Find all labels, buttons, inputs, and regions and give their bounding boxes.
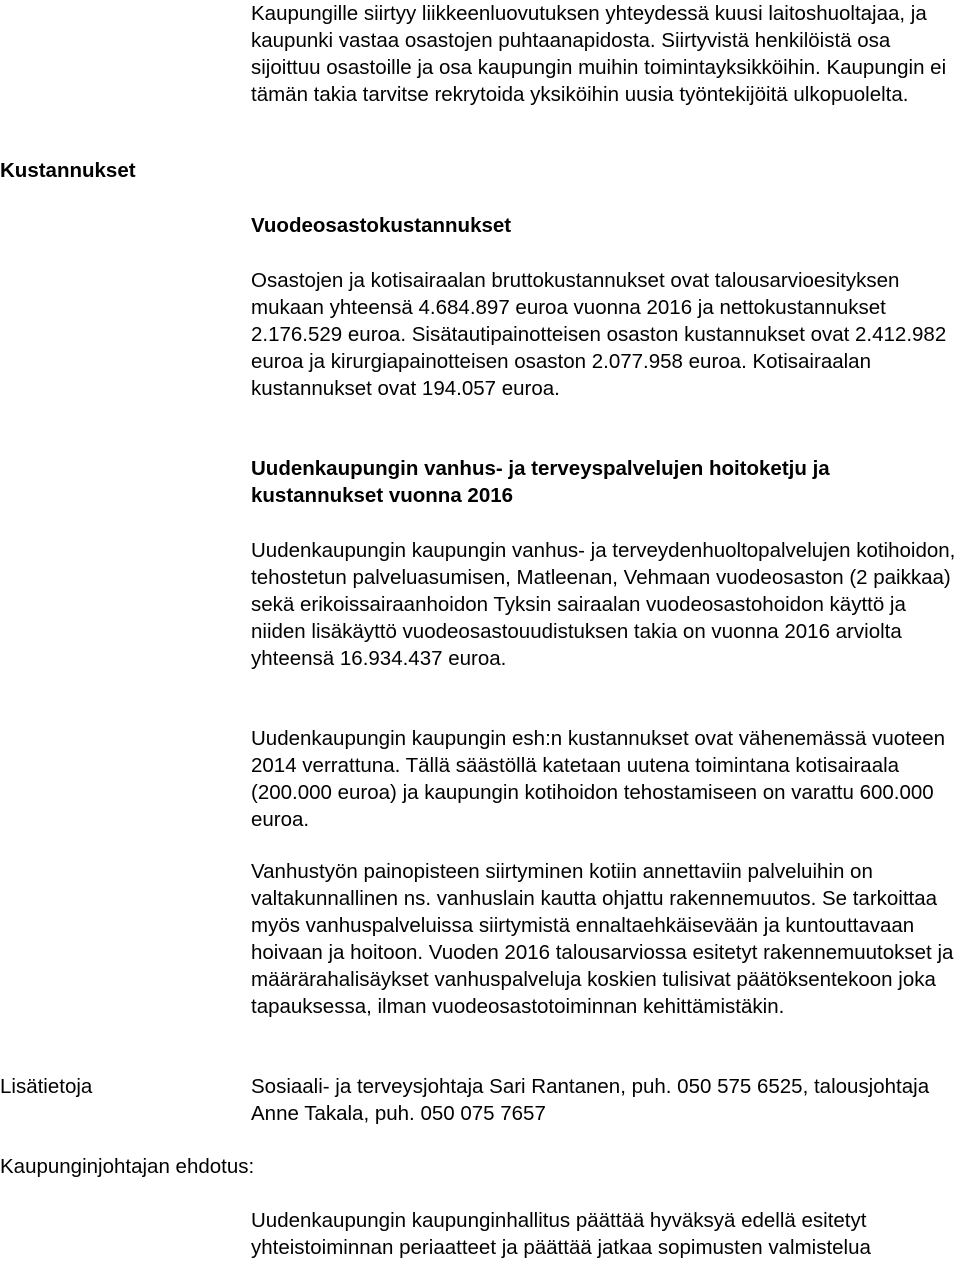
proposal-label: Kaupunginjohtajan ehdotus: (0, 1155, 255, 1178)
care-chain-paragraph-2: Uudenkaupungin kaupungin esh:n kustannukset ovat vähenemässä vuoteen 2014 verrattuna. Tällä säästöllä katetaan uutena toimintana kotisairaala (200.000 euroa) ja kaupungin kotihoidon tehostamiseen on varattu 600.000 euroa. (251, 727, 946, 831)
intro-paragraph: Kaupungille siirtyy liikkeenluovutuksen yhteydessä kuusi laitoshuoltajaa, ja kaupunki vastaa osastojen puhtaanapidosta. Siirtyvistä henkilöistä osa sijoittuu osastoille ja osa kaupungin muihin toimintayksikköihin. Kaupungin ei tämän takia tarvitse rekrytoida yksiköihin uusia työntekijöitä ulkopuolelta. (251, 2, 947, 106)
costs-section-label: Kustannukset (0, 159, 136, 182)
ward-costs-heading: Vuodeosastokustannukset (251, 214, 512, 237)
care-chain-heading: Uudenkaupungin vanhus- ja terveyspalvelujen hoitoketju ja kustannukset vuonna 2016 (251, 457, 830, 507)
info-label: Lisätietoja (0, 1075, 93, 1098)
info-contacts: Sosiaali- ja terveysjohtaja Sari Rantanen, puh. 050 575 6525, talousjohtaja Anne Takala, puh. 050 075 7657 (251, 1075, 930, 1125)
proposal-paragraph: Uudenkaupungin kaupunginhallitus päättää hyväksyä edellä esitetyt yhteistoiminnan periaatteet ja päättää jatkaa sopimusten valmistelua (251, 1209, 871, 1259)
ward-costs-paragraph: Osastojen ja kotisairaalan bruttokustannukset ovat talousarvioesityksen mukaan yhteensä 4.684.897 euroa vuonna 2016 ja nettokustannukset 2.176.529 euroa. Sisätautipainotteisen osaston kustannukset ovat 2.412.982 euroa ja kirurgiapainotteisen osaston 2.077.958 euroa. Kotisairaalan kustannukset ovat 194.057 euroa. (251, 269, 947, 400)
care-chain-paragraph-1: Uudenkaupungin kaupungin vanhus- ja terveydenhuoltopalvelujen kotihoidon, tehostetun palveluasumisen, Matleenan, Vehmaan vuodeosaston (2 paikkaa) sekä erikoissairaanhoidon Tyksin sairaalan vuodeosastohoidon käyttö ja niiden lisäkäyttö vuodeosastouudistuksen takia on vuonna 2016 arviolta yhteensä 16.934.437 euroa. (251, 539, 956, 670)
care-chain-paragraph-3: Vanhustyön painopisteen siirtyminen kotiin annettaviin palveluihin on valtakunnallinen ns. vanhuslain kautta ohjattu rakennemuutos. Se tarkoittaa myös vanhuspalveluissa siirtymistä ennaltaehkäisevään ja kuntouttavaan hoivaan ja hoitoon. Vuoden 2016 talousarviossa esitetyt rakennemuutokset ja määrärahalisäykset vanhuspalveluja koskien tulisivat päätöksentekoon joka tapauksessa, ilman vuodeosastotoiminnan kehittämistäkin. (251, 860, 954, 1018)
